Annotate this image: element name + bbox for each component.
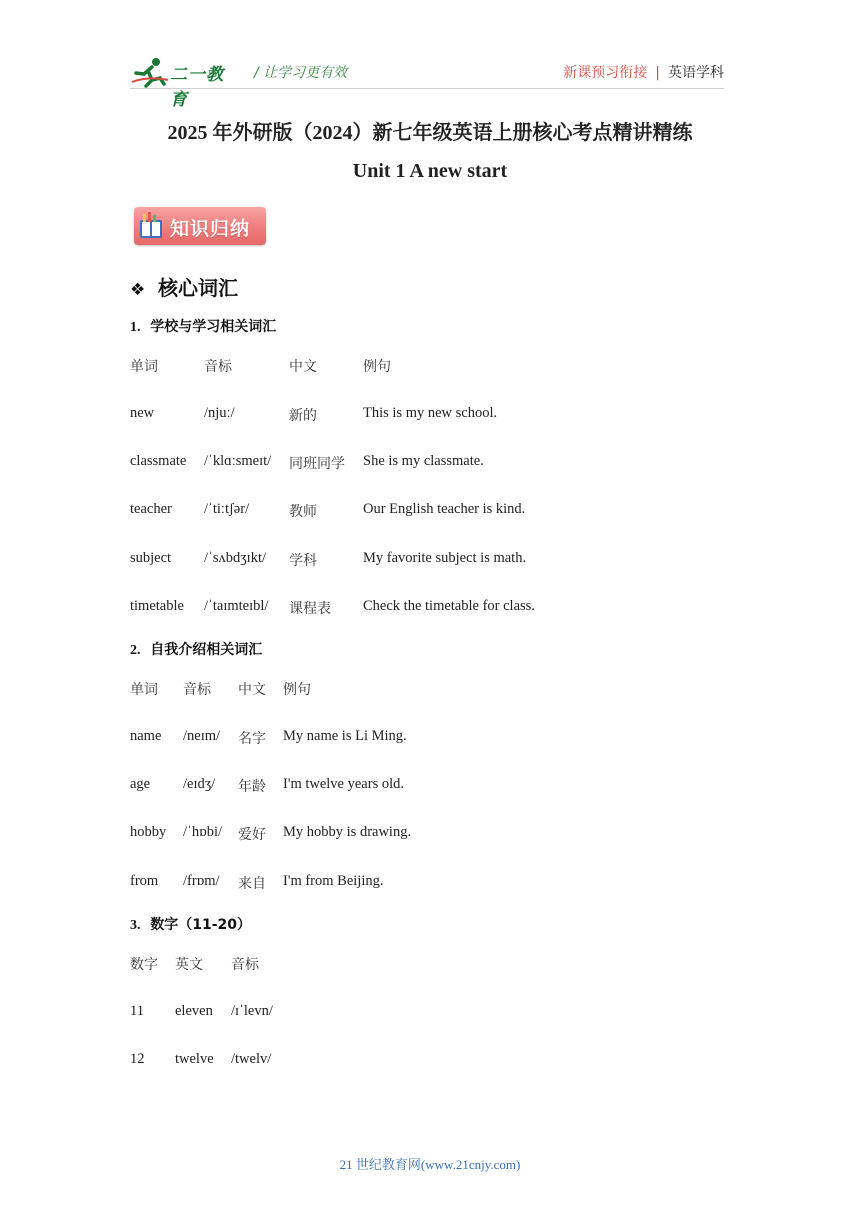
word-cell: twelve: [175, 1051, 214, 1067]
slogan: / 让学习更有效: [254, 65, 348, 81]
section-heading: [130, 272, 238, 301]
column-header: 中文: [238, 682, 266, 698]
subject-label: 英语学科: [668, 65, 724, 81]
column-header: 音标: [231, 957, 259, 973]
book-icon: [139, 212, 163, 240]
phonetic-cell: /neɪm/: [183, 728, 221, 744]
unit-title: Unit 1 A new start: [352, 160, 508, 182]
group-title: 数字（11-20）: [150, 917, 252, 933]
chinese-cell: 课程表: [289, 601, 331, 617]
runner-logo-icon: [130, 56, 170, 88]
phonetic-cell: /ˈtaɪmteɪbl/: [204, 598, 269, 614]
chinese-cell: 同班同学: [289, 456, 345, 472]
phonetic-cell: /ˈsʌbdʒɪkt/: [204, 550, 267, 566]
number-cell: 11: [130, 1003, 144, 1019]
example-cell: I'm twelve years old.: [283, 776, 404, 792]
group-number: 1.: [130, 320, 141, 335]
phonetic-cell: /frɒm/: [183, 873, 220, 889]
example-cell: My name is Li Ming.: [283, 728, 407, 744]
chinese-cell: 年龄: [238, 779, 266, 795]
course-label: 新课预习衔接: [563, 65, 648, 81]
word-cell: teacher: [130, 501, 172, 517]
column-header: 音标: [204, 359, 232, 375]
diamond-bullet-icon: ❖: [130, 280, 146, 300]
example-cell: She is my classmate.: [363, 453, 484, 469]
group-heading-2: [130, 639, 262, 659]
group-heading-3: [130, 914, 251, 934]
word-cell: eleven: [175, 1003, 213, 1019]
word-cell: timetable: [130, 598, 184, 614]
column-header: 英文: [175, 957, 203, 973]
word-cell: hobby: [130, 824, 167, 840]
phonetic-cell: /ɪˈlevn/: [231, 1003, 273, 1019]
column-header: 例句: [283, 682, 311, 698]
example-cell: Our English teacher is kind.: [363, 501, 526, 517]
header-right: [563, 62, 724, 82]
example-cell: My favorite subject is math.: [363, 550, 527, 566]
phonetic-cell: /twelv/: [231, 1051, 272, 1067]
word-cell: classmate: [130, 453, 187, 469]
word-cell: subject: [130, 550, 172, 566]
chinese-cell: 爱好: [238, 827, 266, 843]
page-header: [130, 56, 724, 110]
page-title: 2025 年外研版（2024）新七年级英语上册核心考点精讲精练: [167, 122, 693, 144]
column-header: 中文: [289, 359, 317, 375]
header-separator: |: [655, 65, 660, 81]
page-footer: 21 世纪教育网(www.21cnjy.com): [339, 1157, 521, 1172]
knowledge-summary-badge: [134, 207, 266, 245]
logo: [130, 56, 240, 110]
chinese-cell: 教师: [289, 504, 317, 520]
number-cell: 12: [130, 1051, 145, 1067]
chinese-cell: 来自: [238, 876, 266, 892]
phonetic-cell: /ˈhɒbi/: [183, 824, 222, 840]
phonetic-cell: /eɪdʒ/: [183, 776, 216, 792]
group-number: 2.: [130, 643, 141, 658]
chinese-cell: 名字: [238, 731, 266, 747]
logo-text: 二一教育: [170, 65, 224, 110]
column-header: 单词: [130, 359, 158, 375]
column-header: 数字: [130, 957, 158, 973]
chinese-cell: 新的: [289, 408, 317, 424]
group-number: 3.: [130, 918, 141, 933]
header-divider: [130, 88, 724, 89]
example-cell: My hobby is drawing.: [283, 824, 412, 840]
word-cell: age: [130, 776, 151, 792]
word-cell: name: [130, 728, 162, 744]
example-cell: This is my new school.: [363, 405, 498, 421]
phonetic-cell: /ˈtiːtʃər/: [204, 501, 250, 517]
group-title: 自我介绍相关词汇: [150, 642, 263, 658]
group-title: 学校与学习相关词汇: [150, 319, 277, 335]
phonetic-cell: /ˈklɑːsmeɪt/: [204, 453, 272, 469]
example-cell: Check the timetable for class.: [363, 598, 535, 614]
word-cell: new: [130, 405, 155, 421]
column-header: 音标: [183, 682, 211, 698]
word-cell: from: [130, 873, 159, 889]
column-header: 单词: [130, 682, 158, 698]
group-heading-1: [130, 316, 276, 336]
column-header: 例句: [363, 359, 391, 375]
phonetic-cell: /njuː/: [204, 405, 235, 421]
chinese-cell: 学科: [289, 553, 317, 569]
example-cell: I'm from Beijing.: [283, 873, 384, 889]
section-heading-text: 核心词汇: [158, 276, 238, 300]
badge-label: 知识归纳: [170, 218, 251, 240]
